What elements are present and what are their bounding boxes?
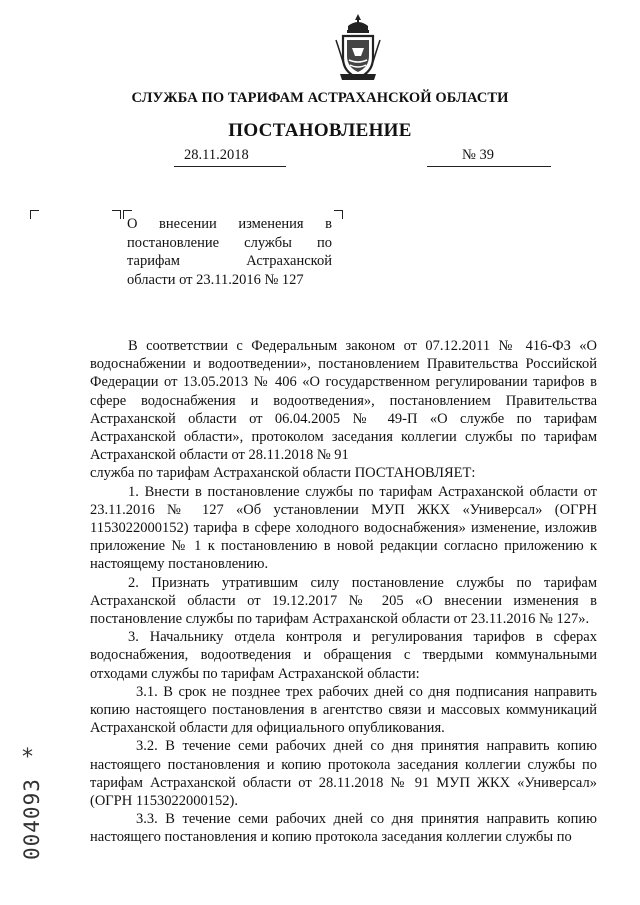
clause-3-3-paragraph: 3.3. В течение семи рабочих дней со дня принятия направить копию настоящего постановления и копию протокола заседания коллегии службы по	[90, 811, 597, 846]
side-number-text: 004093	[20, 778, 44, 860]
corner-mark-subject-right	[334, 210, 343, 219]
corner-mark-mid	[112, 210, 121, 219]
subject-line: области от 23.11.2016 № 127	[127, 271, 304, 288]
corner-mark-left	[30, 210, 39, 219]
side-registration-number	[8, 752, 48, 862]
clause-3-1-paragraph: 3.1. В срок не позднее трех рабочих дней со дня подписания направить копию настоящего постановления в агентство связи и массовых коммуникаций Астраханской области для официального опубликования.	[90, 683, 597, 737]
subject-line: тарифам Астраханской	[127, 253, 332, 269]
clause-1-paragraph: 1. Внести в постановление службы по тарифам Астраханской области от 23.11.2016 № 127 «Об установлении МУП ЖКХ «Универсал» (ОГРН 1153022000152) тарифа в сфере холодного водоснабжения» изменение, изложив приложение № 1 к постановлению в новой редакции согласно приложению к настоящему постановлению.	[90, 483, 597, 573]
document-date: 28.11.2018	[184, 147, 249, 163]
document-type-title: ПОСТАНОВЛЕНИЕ	[228, 120, 412, 141]
side-star-mark: *	[22, 745, 33, 770]
document-body	[90, 337, 597, 847]
clause-3-2-paragraph: 3.2. В течение семи рабочих дней со дня принятия направить копию настоящего постановления и копию протокола заседания коллегии службы по тарифам Астраханской области от 28.11.2018 № 91 МУП ЖКХ «Универсал» (ОГРН 1153022000152).	[90, 738, 597, 810]
subject-line: постановление службы по	[127, 234, 332, 251]
subject-block	[127, 215, 332, 289]
date-underline	[174, 166, 286, 167]
number-underline	[427, 166, 551, 167]
clause-3-paragraph: 3. Начальнику отдела контроля и регулирования тарифов в сферах водоснабжения, водоотведения и обращения с твердыми коммунальными отходами службы по тарифам Астраханской области:	[90, 629, 597, 682]
agency-name: СЛУЖБА ПО ТАРИФАМ АСТРАХАНСКОЙ ОБЛАСТИ	[131, 90, 509, 106]
subject-line: О внесении изменения в	[127, 216, 332, 232]
document-number: № 39	[462, 147, 494, 163]
preamble-paragraph: В соответствии с Федеральным законом от 07.12.2011 № 416-ФЗ «О водоснабжении и водоотведении», постановлением Правительства Российской Федерации от 13.05.2013 № 406 «О государственном регулировании тарифов в сфере водоснабжения и водоотведения», постановлением Правительства Астраханской области от 06.04.2005 № 49-П «О службе по тарифам Астраханской области», протоколом заседания коллегии службы по тарифам Астраханской области от 28.11.2018 № 91	[90, 338, 597, 464]
resolution-paragraph: служба по тарифам Астраханской области ПОСТАНОВЛЯЕТ:	[90, 465, 476, 482]
coat-of-arms-icon	[334, 12, 382, 82]
clause-2-paragraph: 2. Признать утратившим силу постановление службы по тарифам Астраханской области от 19.12.2017 № 205 «О внесении изменения в постановление службы по тарифам Астраханской области от 23.11.2016 № 127».	[90, 574, 597, 628]
